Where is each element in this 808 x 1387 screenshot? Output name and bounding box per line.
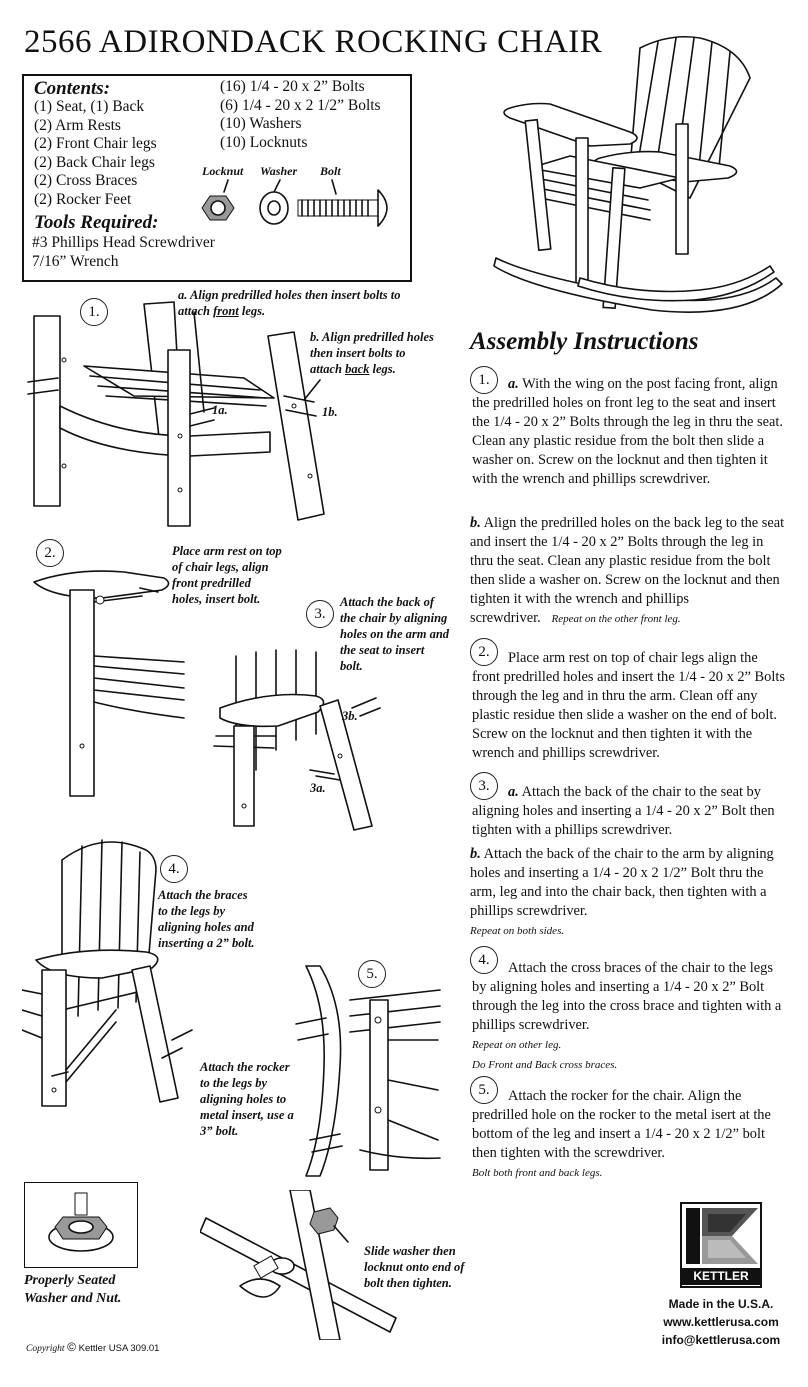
copyright: Copyright © Kettler USA 309.01	[26, 1340, 160, 1354]
diagram-step-2-number: 2.	[36, 539, 64, 567]
instruction-step-1b: b. Align the predrilled holes on the back leg to the seat and insert the 1/4 - 20 x 2” Bolts through the leg in thru the seat. Clean any plastic residue from the bolt then slide a washer on. Screw on the locknut and then tighten it with the wrench and phillips screwdriver. Repeat on the other front leg.	[470, 515, 785, 626]
tools-list	[32, 234, 215, 271]
washer-label: Washer	[260, 164, 298, 178]
instruction-step-1a: a. With the wing on the post facing front, align the predrilled holes on front leg to the seat and insert the 1/4 - 20 x 2” Bolts through the leg in thru the seat. Clean any plastic residue from the bolt then slide a washer on. Screw on the locknut and then tighten it with the wrench and phillips screwdriver.	[472, 376, 783, 487]
seated-washer-caption: Properly Seated Washer and Nut.	[24, 1273, 122, 1306]
step-3-caption: Attach the back of the chair by aligning holes on the arm and the seat to insert bolt.	[340, 595, 450, 673]
contents-item: (2) Arm Rests	[34, 116, 121, 134]
step-4-caption: Attach the braces to the legs by aligning holes and inserting a 2” bolt.	[158, 888, 255, 950]
step-5-caption: Attach the rocker to the legs by aligning holes to metal insert, use a 3” bolt.	[200, 1060, 294, 1138]
step-1-illustration	[24, 296, 344, 532]
step-2-illustration	[30, 566, 190, 802]
tool-item: #3 Phillips Head Screwdriver	[32, 234, 215, 251]
hardware-illustration	[190, 176, 400, 242]
made-in-text: Made in the U.S.A.	[668, 1297, 774, 1311]
step-1b-caption: b. Align predrilled holes then insert bolts to attach back legs.	[310, 330, 434, 376]
instruction-step-2: Place arm rest on top of chair legs align the front predrilled holes and insert the 1/4 - 20 x 2” Bolts through the leg and in thru the arm. Clean off any plastic residue then slide a washer on the end of bolt. Screw on the locknut and then tighten it with the wrench and phillips screwdriver.	[472, 650, 785, 761]
contents-item: (2) Back Chair legs	[34, 153, 155, 171]
contents-heading: Contents:	[34, 78, 111, 99]
washer-locknut-caption: Slide washer then locknut onto end of bolt then tighten.	[364, 1244, 465, 1290]
step-4-illustration	[22, 830, 202, 1110]
instruction-step-3b: b. Attach the back of the chair to the arm by aligning holes and inserting a 1/4 - 20 x 2 1/2” Bolt thru the arm, leg and into the chair back, then tighten with a phillips screwdriver. Repeat on both sides.	[470, 846, 774, 937]
diagram-step-1-number: 1.	[80, 298, 108, 326]
contents-item: (6) 1/4 - 20 x 2 1/2” Bolts	[220, 96, 381, 114]
bolt-icon	[240, 1256, 280, 1297]
step-3a-label: 3a.	[310, 781, 326, 795]
bolt-icon	[298, 190, 387, 226]
kettler-logo	[680, 1202, 762, 1288]
instruction-step-3a: a. Attach the back of the chair to the seat by aligning holes and inserting a 1/4 - 20 x 2” Bolt then tighten with a phillips screwdriver.	[472, 784, 775, 838]
instruction-step-3-number: 3.	[470, 772, 498, 800]
instruction-step-4: Attach the cross braces of the chair to the legs by aligning holes and inserting a 1/4 - 20 x 2” Bolt through the leg into the cross brace and tighten with a phillips screwdriver. Repeat on other leg. Do Front and Back cross braces.	[472, 960, 782, 1071]
contents-item: (2) Cross Braces	[34, 172, 138, 189]
kettler-logo-icon	[682, 1204, 760, 1268]
tools-heading: Tools Required:	[34, 212, 159, 233]
website-link[interactable]: www.kettlerusa.com	[663, 1315, 779, 1329]
step-1a-label: 1a.	[212, 403, 228, 417]
diagram-step-3-number: 3.	[306, 600, 334, 628]
seated-nut-illustration	[25, 1183, 137, 1267]
instructions-heading: Assembly Instructions	[470, 328, 699, 355]
rocking-chair-illustration	[490, 28, 795, 328]
page-title: 2566 ADIRONDACK ROCKING CHAIR	[24, 24, 603, 60]
email-link[interactable]: info@kettlerusa.com	[661, 1333, 781, 1347]
tool-item: 7/16” Wrench	[32, 252, 119, 270]
contents-item: (1) Seat, (1) Back	[34, 98, 145, 115]
locknut-label: Locknut	[202, 164, 244, 178]
bolt-label: Bolt	[320, 164, 341, 178]
instruction-step-5: Attach the rocker for the chair. Align the predrilled hole on the rocker to the metal isert at the bottom of the leg and insert a 1/4 - 20 x 2 1/2” bolt then tighten with the screwdriver. Bolt both front and back legs.	[472, 1088, 771, 1179]
footer-contact	[640, 1295, 802, 1349]
step-3-illustration	[210, 646, 390, 832]
step-1a-caption: a. Align predrilled holes then insert bolts to attach front legs.	[178, 288, 401, 318]
contents-item: (16) 1/4 - 20 x 2” Bolts	[220, 78, 365, 95]
step-3b-label: 3b.	[342, 709, 358, 723]
kettler-brand: KETTLER	[682, 1268, 760, 1285]
step-2-caption: Place arm rest on top of chair legs, align front predrilled holes, insert bolt.	[172, 544, 282, 606]
instruction-step-4-number: 4.	[470, 946, 498, 974]
diagram-step-4-number: 4.	[160, 855, 188, 883]
diagram-step-5-number: 5.	[358, 960, 386, 988]
contents-box	[22, 74, 412, 282]
step-5-illustration	[290, 960, 450, 1180]
instruction-step-2-number: 2.	[470, 638, 498, 666]
contents-item: (2) Front Chair legs	[34, 135, 157, 152]
contents-parts-list	[34, 98, 157, 209]
contents-hardware-list	[220, 78, 381, 152]
contents-item: (2) Rocker Feet	[34, 190, 132, 208]
contents-item: (10) Locknuts	[220, 133, 308, 151]
step-1b-label: 1b.	[322, 405, 338, 419]
seated-washer-box	[24, 1182, 138, 1268]
contents-item: (10) Washers	[220, 115, 302, 132]
instruction-step-1-number: 1.	[470, 366, 498, 394]
instruction-step-5-number: 5.	[470, 1076, 498, 1104]
